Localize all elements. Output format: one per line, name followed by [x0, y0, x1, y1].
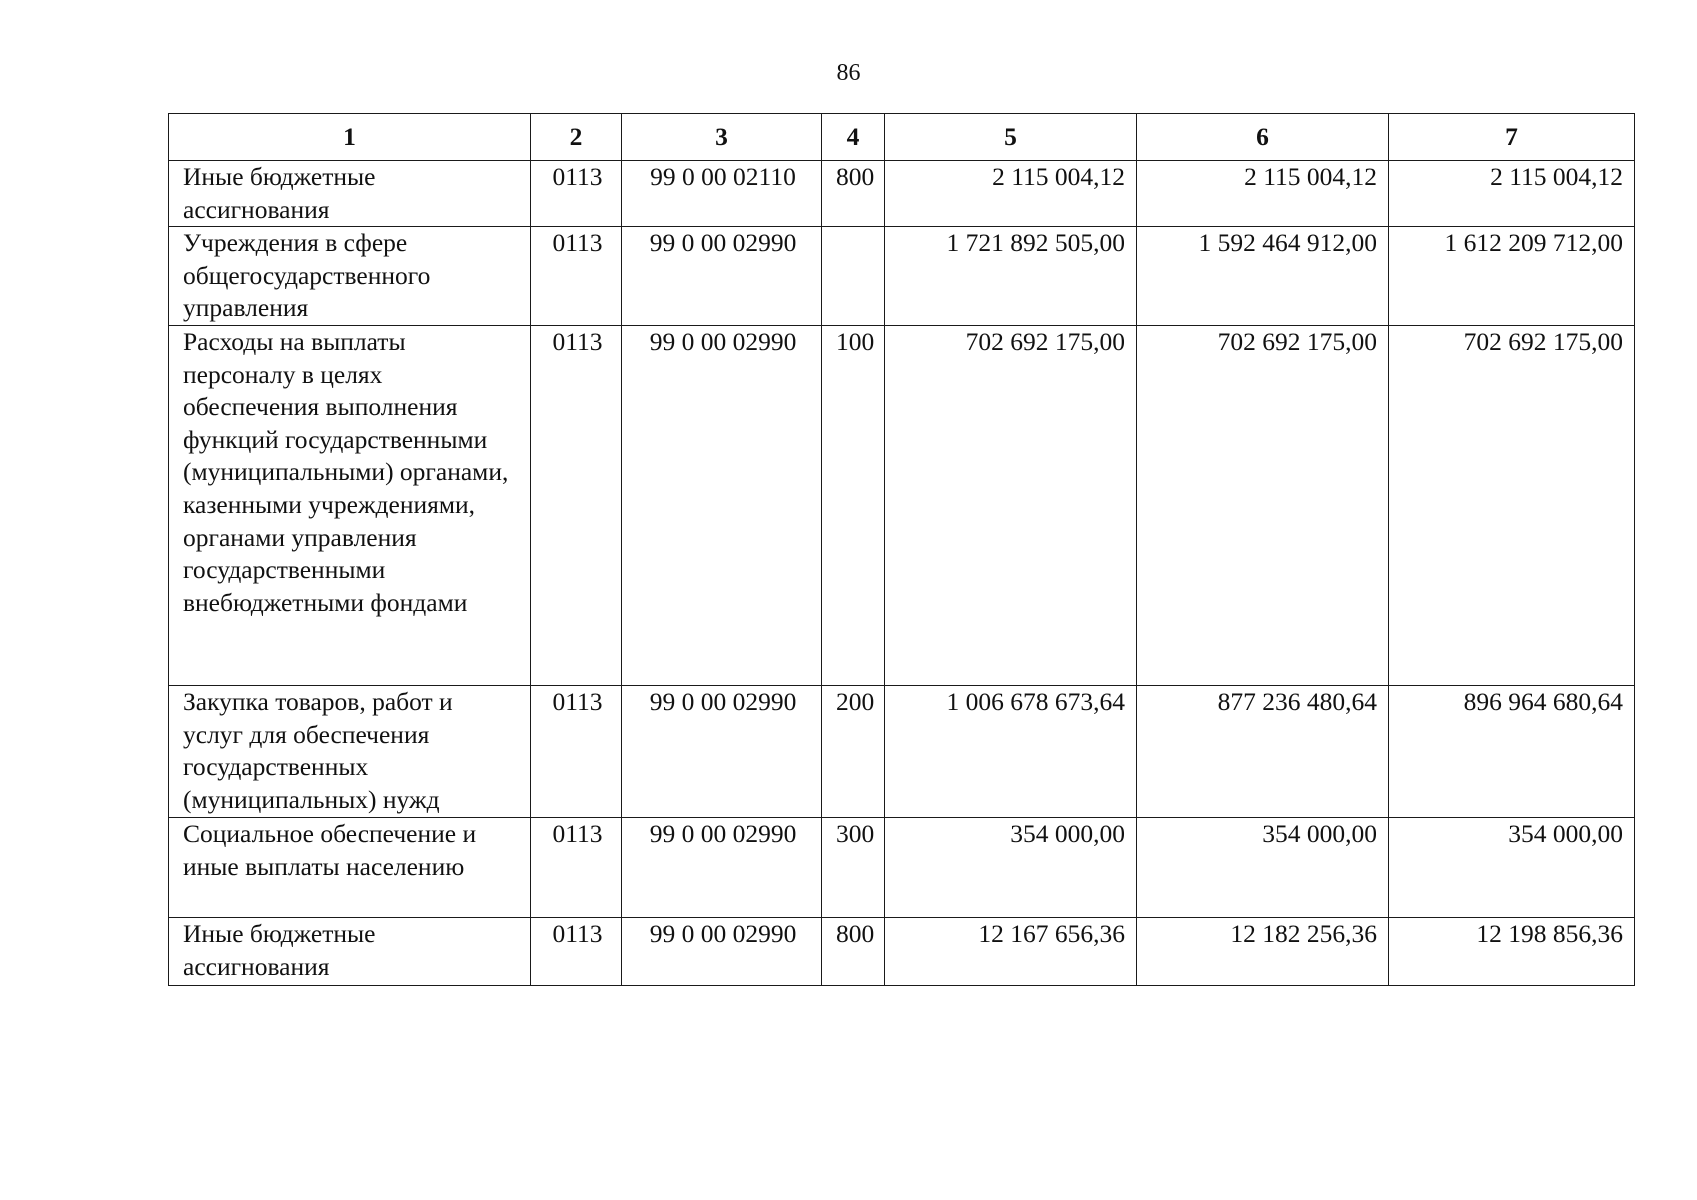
row-value-3: 896 964 680,64 [1389, 685, 1635, 817]
row-name: Расходы на выплаты персоналу в целях обеспечения выполнения функций государственными (муниципальными) органами, казенными учреждениями, органами управления государственными внебюджетными фондами [169, 325, 531, 685]
row-value-1: 2 115 004,12 [885, 161, 1137, 227]
row-value-2: 877 236 480,64 [1137, 685, 1389, 817]
row-value-2: 702 692 175,00 [1137, 325, 1389, 685]
row-value-3: 702 692 175,00 [1389, 325, 1635, 685]
row-target: 99 0 00 02990 [622, 917, 822, 985]
row-value-3: 1 612 209 712,00 [1389, 227, 1635, 326]
row-value-1: 702 692 175,00 [885, 325, 1137, 685]
row-section: 0113 [531, 917, 622, 985]
row-section: 0113 [531, 817, 622, 917]
row-value-3: 354 000,00 [1389, 817, 1635, 917]
row-value-2: 354 000,00 [1137, 817, 1389, 917]
row-value-3: 2 115 004,12 [1389, 161, 1635, 227]
row-type: 800 [822, 161, 885, 227]
row-value-1: 354 000,00 [885, 817, 1137, 917]
table-row [169, 817, 1635, 917]
table-row [169, 685, 1635, 817]
header-col-2: 2 [531, 114, 622, 161]
row-type: 200 [822, 685, 885, 817]
row-value-1: 12 167 656,36 [885, 917, 1137, 985]
header-col-4: 4 [822, 114, 885, 161]
row-value-2: 1 592 464 912,00 [1137, 227, 1389, 326]
row-type: 300 [822, 817, 885, 917]
row-section: 0113 [531, 685, 622, 817]
row-target: 99 0 00 02990 [622, 325, 822, 685]
row-type: 800 [822, 917, 885, 985]
table-row [169, 161, 1635, 227]
page-number: 86 [836, 60, 861, 86]
row-section: 0113 [531, 325, 622, 685]
row-name: Социальное обеспечение и иные выплаты населению [169, 817, 531, 917]
row-value-1: 1 721 892 505,00 [885, 227, 1137, 326]
row-section: 0113 [531, 161, 622, 227]
header-row [169, 114, 1635, 161]
row-value-2: 2 115 004,12 [1137, 161, 1389, 227]
table-row [169, 227, 1635, 326]
row-type: 100 [822, 325, 885, 685]
row-type [822, 227, 885, 326]
budget-table [168, 113, 1635, 986]
header-col-7: 7 [1389, 114, 1635, 161]
row-target: 99 0 00 02990 [622, 227, 822, 326]
row-target: 99 0 00 02110 [622, 161, 822, 227]
row-target: 99 0 00 02990 [622, 817, 822, 917]
header-col-3: 3 [622, 114, 822, 161]
row-target: 99 0 00 02990 [622, 685, 822, 817]
header-col-1: 1 [169, 114, 531, 161]
row-section: 0113 [531, 227, 622, 326]
header-col-6: 6 [1137, 114, 1389, 161]
row-name: Иные бюджетные ассигнования [169, 917, 531, 985]
table-row [169, 917, 1635, 985]
row-value-2: 12 182 256,36 [1137, 917, 1389, 985]
row-name: Учреждения в сфере общегосударственного управления [169, 227, 531, 326]
table-body [169, 161, 1635, 986]
table-header [169, 114, 1635, 161]
row-name: Закупка товаров, работ и услуг для обеспечения государственных (муниципальных) нужд [169, 685, 531, 817]
table-row [169, 325, 1635, 685]
row-value-1: 1 006 678 673,64 [885, 685, 1137, 817]
row-name: Иные бюджетные ассигнования [169, 161, 531, 227]
row-value-3: 12 198 856,36 [1389, 917, 1635, 985]
header-col-5: 5 [885, 114, 1137, 161]
